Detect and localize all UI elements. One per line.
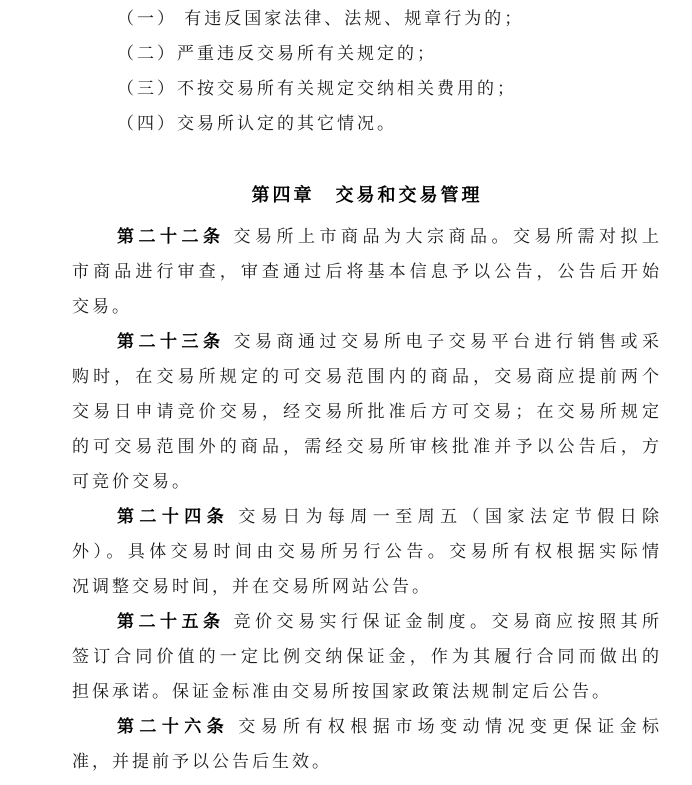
chapter-heading: 第四章 交易和交易管理 <box>251 185 483 205</box>
article-line: 签订合同价值的一定比例交纳保证金，作为其履行合同而做出的 <box>72 647 662 666</box>
article-first-line <box>72 324 662 359</box>
article-line: 可竞价交易。 <box>72 472 192 491</box>
clause-item: （一） 有违反国家法律、法规、规章行为的； <box>117 9 525 28</box>
article-line: 交易日申请竞价交易，经交易所批准后方可交易；在交易所规定 <box>72 402 662 421</box>
article-first-line <box>72 219 662 254</box>
paragraph-spacer <box>72 141 662 176</box>
article-line: 购时，在交易所规定的可交易范围内的商品，交易商应提前两个 <box>72 367 662 386</box>
article-line-text: 交易商通过交易所电子交易平台进行销售或采 <box>233 332 662 351</box>
article-first-line <box>72 709 662 744</box>
article-number: 第二十六条 <box>117 717 230 736</box>
article-22 <box>72 219 662 324</box>
article-line-text: 交易日为每周一至周五（国家法定节假日除 <box>238 507 663 526</box>
article-number: 第二十四条 <box>117 507 230 526</box>
article-first-line <box>72 604 662 639</box>
article-24 <box>72 499 662 604</box>
article-23 <box>72 324 662 499</box>
clause-list <box>72 1 662 141</box>
document-content <box>72 0 662 779</box>
article-number: 第二十三条 <box>117 332 225 351</box>
clause-item: （二）严重违反交易所有关规定的； <box>117 44 437 63</box>
article-line: 担保承诺。保证金标准由交易所按国家政策法规制定后公告。 <box>72 682 612 701</box>
article-line: 的可交易范围外的商品，需经交易所审核批准并予以公告后，方 <box>72 437 662 456</box>
article-line-text: 交易所有权根据市场变动情况变更保证金标 <box>238 717 663 736</box>
article-26 <box>72 709 662 779</box>
article-line: 外）。具体交易时间由交易所另行公告。交易所有权根据实际情 <box>72 542 662 561</box>
article-line: 市商品进行审查，审查通过后将基本信息予以公告，公告后开始 <box>72 262 662 281</box>
article-line-text: 交易所上市商品为大宗商品。交易所需对拟上 <box>233 227 662 246</box>
clause-item: （四）交易所认定的其它情况。 <box>117 114 397 133</box>
article-number: 第二十二条 <box>117 227 225 246</box>
article-line: 况调整交易时间，并在交易所网站公告。 <box>72 577 432 596</box>
article-line: 交易。 <box>72 297 132 316</box>
clause-item: （三）不按交易所有关规定交纳相关费用的； <box>117 79 517 98</box>
article-25 <box>72 604 662 709</box>
article-line-text: 竞价交易实行保证金制度。交易商应按照其所 <box>233 612 662 631</box>
article-line: 准，并提前予以公告后生效。 <box>72 752 332 771</box>
article-number: 第二十五条 <box>117 612 225 631</box>
article-first-line <box>72 499 662 534</box>
